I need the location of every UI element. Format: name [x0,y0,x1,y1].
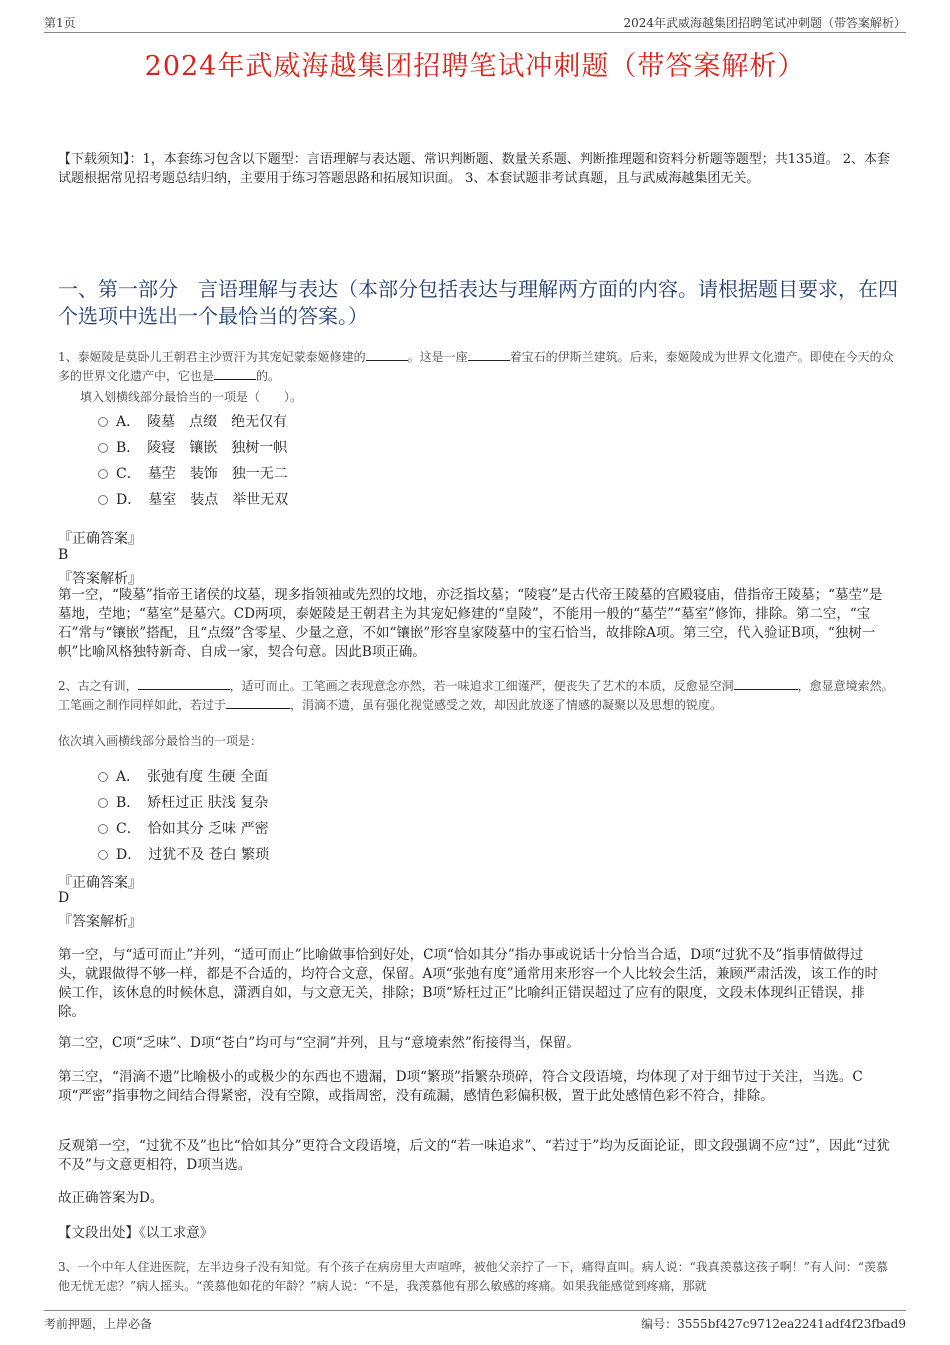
download-notice: 【下载须知】：1，本套练习包含以下题型：言语理解与表达题、常识判断题、数量关系题、判断推理题和资料分析题等题型；共135道。 2、本套试题根据常见招考题总结归纳，主要用于练习答题思路和拓展知识面。 3、本套试题非考试真题，且与武威海越集团无关。 [58,152,890,186]
q2-option-b[interactable] [98,792,268,812]
page-footer [44,1310,906,1331]
q1-text-part: 。这是一座 [407,350,468,364]
blank [734,677,798,690]
option-label: D． 过犹不及 苍白 繁琐 [116,847,270,863]
q1-text-part: 的。 [256,369,281,383]
header-doc-title: 2024年武威海越集团招聘笔试冲刺题（带答案解析） [623,16,906,30]
q2-option-d[interactable] [98,844,269,864]
option-label: D． 墓室 装点 举世无双 [116,492,289,508]
q2-analysis-para: 第三空，“涓滴不遗”比喻极小的或极少的东西也不遗漏，D项“繁琐”指繁杂琐碎，符合文段语境，均体现了对于细节过于关注，当选。C项“严密”指事物之间结合得紧密，没有空隙，或指周密，没有疏漏，感情色彩偏积极，置于此处感情色彩不符合，排除。 [58,1069,863,1104]
q2-answer-label: 『正确答案』 [58,875,142,891]
option-label: A． 陵墓 点缀 绝无仅有 [116,414,288,430]
option-label: B． 矫枉过正 肤浅 复杂 [116,795,269,811]
q2-answer: D [58,890,70,906]
blank [138,677,230,690]
q2-analysis-label: 『答案解析』 [58,914,142,930]
radio-icon[interactable] [98,469,108,479]
radio-icon[interactable] [98,495,108,505]
q1-analysis: 第一空，“陵墓”指帝王诸侯的坟墓，现多指领袖或先烈的坟地，亦泛指坟墓；“陵寝”是古代帝王陵墓的宫殿寝庙，借指帝王陵墓；“墓茔”是墓地，茔地；“墓室”是墓穴。CD两项，泰姬陵是王朝君主为其宠妃修建的“皇陵”，不能用一般的“墓茔”“墓室”修饰，排除。第二空，“宝石”常与“镶嵌”搭配，且“点缀”含零星、少量之意，不如“镶嵌”形容皇家陵墓中的宝石恰当，故排除A项。第三空，代入验证B项，“独树一帜”比喻风格独特新奇、自成一家，契合句意。因此B项正确。 [58,587,883,660]
blank [226,696,290,709]
question-1-text [58,348,900,386]
page-header [44,12,906,33]
q1-option-d[interactable] [98,489,288,509]
question-2-text [58,677,900,715]
radio-icon[interactable] [98,798,108,808]
q2-text-part: ，涓滴不遗，虽有强化视觉感受之效，却因此放逐了情感的凝聚以及思想的锐度。 [290,698,723,712]
q1-option-a[interactable] [98,411,287,431]
q2-analysis-para: 第一空，与“适可而止”并列，“适可而止”比喻做事恰到好处，C项“恰如其分”指办事或说话十分恰当合适，D项“过犹不及”指事情做得过头，就跟做得不够一样，都是不合适的，均符合文意，保留。A项“张弛有度”通常用来形容一个人比较会生活，兼顾严肃活泼，该工作的时候工作，该休息的时候休息，潇洒自如，与文意无关，排除；B项“矫枉过正”比喻纠正错误超过了应有的限度，文段未体现纠正错误，排除。 [58,947,879,1020]
section-heading: 一、第一部分 言语理解与表达（本部分包括表达与理解两方面的内容。请根据题目要求，在四个选项中选出一个最恰当的答案。） [58,277,898,328]
question-1-instruction: 填入划横线部分最恰当的一项是（ ）。 [80,390,303,404]
page-number: 第1页 [44,16,76,30]
radio-icon[interactable] [98,850,108,860]
q2-text-part: 2、古之有训， [58,679,138,693]
radio-icon[interactable] [98,772,108,782]
question-3-text: 3、一个中年人住进医院，左半边身子没有知觉。有个孩子在病房里大声喧哗，被他父亲拧了一下，痛得直叫。病人说：“我真羡慕这孩子啊！”有人问：“羡慕他无忧无虑？”病人摇头。“羡慕他如花的年龄？”病人说：“不是，我羡慕他有那么敏感的疼痛。如果我能感觉到疼痛，那就 [58,1260,889,1293]
q1-text-part: 着宝石的伊斯兰建筑。后来，泰姬陵成为世界文化遗产。即使在今天的众多的世界文化遗产中，它也是 [58,350,894,383]
q2-analysis-para: 故正确答案为D。 [58,1190,164,1206]
option-label: C． 墓茔 装饰 独一无二 [116,466,288,482]
blank [366,348,408,361]
q2-analysis-para: 第二空，C项“乏味”、D项“苍白”均可与“空洞”并列，且与“意境索然”衔接得当，保留。 [58,1035,580,1051]
q1-option-b[interactable] [98,437,287,457]
q2-analysis-para: 反观第一空，“过犹不及”也比“恰如其分”更符合文段语境，后文的“若一味追求”、“若过于”均为反面论证，即文段强调不应“过”，因此“过犹不及”与文意更相符，D项当选。 [58,1138,890,1173]
blank [214,367,256,380]
q2-option-a[interactable] [98,766,268,786]
option-label: B． 陵寝 镶嵌 独树一帜 [116,440,288,456]
footer-code: 编号：3555bf427c9712ea2241adf4f23fbad9 [641,1317,906,1331]
q1-answer: B [58,547,69,563]
q1-text-part: 1、泰姬陵是莫卧儿王朝君主沙贾汗为其宠妃蒙泰姬修建的 [58,350,366,364]
q2-text-part: ，适可而止。工笔画之表现意念亦然，若一味追求工细谨严，便丧失了艺术的本质，反愈显空洞 [229,679,734,693]
q2-text-part: ，愈显意境索然。工笔画之制作同样如此，若过于 [58,679,894,712]
option-label: A． 张弛有度 生硬 全面 [116,769,269,785]
q2-source: 【文段出处】《以工求意》 [58,1225,214,1241]
question-2-instruction: 依次填入画横线部分最恰当的一项是： [58,734,263,748]
footer-slogan: 考前押题，上岸必备 [44,1317,153,1331]
q1-answer-label: 『正确答案』 [58,531,142,547]
document-title: 2024年武威海越集团招聘笔试冲刺题（带答案解析） [144,51,806,82]
q2-option-c[interactable] [98,818,269,838]
option-label: C． 恰如其分 乏味 严密 [116,821,269,837]
q1-option-c[interactable] [98,463,288,483]
radio-icon[interactable] [98,443,108,453]
q1-analysis-label: 『答案解析』 [58,571,142,587]
radio-icon[interactable] [98,824,108,834]
blank [468,348,510,361]
radio-icon[interactable] [98,417,108,427]
